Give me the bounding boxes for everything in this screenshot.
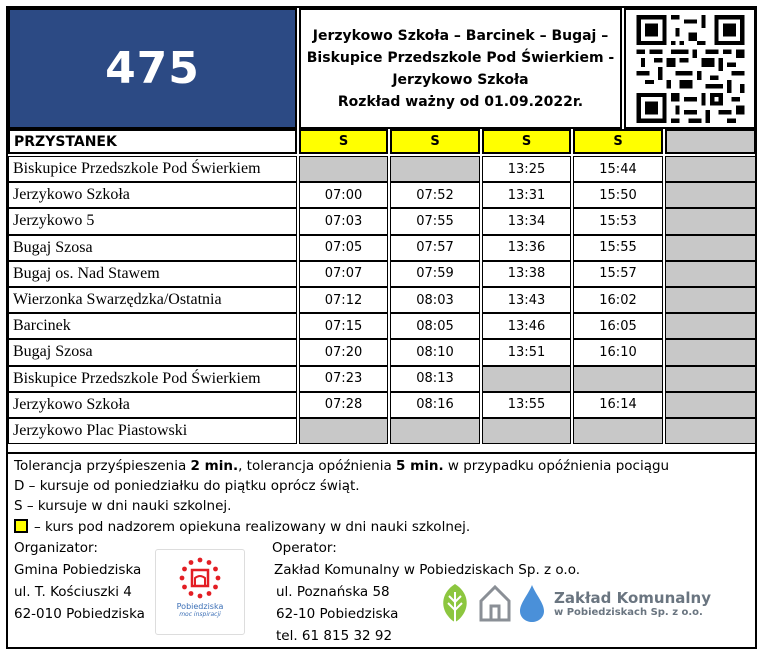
departure-time: 07:00 [299, 182, 388, 208]
departure-time: 07:59 [390, 261, 480, 287]
departure-time: 16:05 [573, 313, 663, 339]
pobiedziska-logo [155, 549, 245, 635]
logo-wordmark: Pobiedziska [176, 602, 224, 611]
column-header-4: S [573, 129, 663, 154]
no-departure-cell [390, 156, 480, 182]
no-departure-cell [665, 313, 756, 339]
departure-time: 07:07 [299, 261, 388, 287]
no-departure-cell [665, 261, 756, 287]
no-departure-cell [665, 366, 756, 392]
departure-time: 16:10 [573, 339, 663, 365]
departure-time: 07:55 [390, 208, 480, 234]
no-departure-cell [665, 418, 756, 444]
departure-time: 13:25 [482, 156, 571, 182]
no-departure-cell [390, 418, 480, 444]
departure-time: 07:57 [390, 235, 480, 261]
departure-time: 13:43 [482, 287, 571, 313]
operator-label: Operator: [272, 540, 337, 556]
operator-line-1: Zakład Komunalny w Pobiedziskach Sp. z o.o. [274, 562, 581, 578]
route-number-box [8, 8, 297, 129]
no-departure-cell [573, 366, 663, 392]
route-title-line-3: Jerzykowo Szkoła [392, 71, 529, 88]
departure-time: 15:44 [573, 156, 663, 182]
departure-time: 13:55 [482, 392, 571, 418]
stop-name: Wierzonka Swarzędzka/Ostatnia [8, 287, 297, 313]
organizer-line-2: ul. T. Kościuszki 4 [14, 584, 132, 600]
departure-time: 13:36 [482, 235, 571, 261]
departure-time: 07:23 [299, 366, 388, 392]
departure-time: 07:20 [299, 339, 388, 365]
no-departure-cell [573, 418, 663, 444]
column-header-5 [665, 129, 756, 154]
zaklad-komunalny-logo [438, 582, 711, 624]
no-departure-cell [482, 366, 571, 392]
sun-emblem-icon [178, 556, 222, 600]
qr-code-icon [634, 15, 747, 123]
no-departure-cell [299, 156, 388, 182]
validity-date: Rozkład ważny od 01.09.2022r. [337, 93, 584, 110]
departure-time: 08:16 [390, 392, 480, 418]
stop-name: Jerzykowo Plac Piastowski [8, 418, 297, 444]
route-title-line-2: Biskupice Przedszkole Pod Świerkiem - [306, 49, 615, 66]
no-departure-cell [665, 208, 756, 234]
s-legend: S – kursuje w dni nauki szkolnej. [14, 498, 232, 514]
departure-time: 07:03 [299, 208, 388, 234]
notes-section [8, 452, 756, 645]
column-header-2: S [390, 129, 480, 154]
tolerance-note: Tolerancja przyśpieszenia 2 min., tolerancja opóźnienia 5 min. w przypadku opóźnienia pociągu [14, 458, 670, 474]
no-departure-cell [299, 418, 388, 444]
route-title-line-1: Jerzykowo Szkoła – Barcinek – Bugaj – [312, 27, 609, 44]
no-departure-cell [482, 418, 571, 444]
stop-name: Bugaj os. Nad Stawem [8, 261, 297, 287]
no-departure-cell [665, 182, 756, 208]
d-legend: D – kursuje od poniedziałku do piątku oprócz świąt. [14, 478, 360, 494]
no-departure-cell [665, 392, 756, 418]
departure-time: 16:14 [573, 392, 663, 418]
stop-name: Bugaj Szosa [8, 235, 297, 261]
stop-name: Barcinek [8, 313, 297, 339]
water-drop-icon [518, 583, 546, 623]
route-number: 475 [105, 43, 200, 94]
departure-time: 08:05 [390, 313, 480, 339]
operator-line-2: ul. Poznańska 58 [276, 584, 390, 600]
departure-time: 13:31 [482, 182, 571, 208]
no-departure-cell [665, 235, 756, 261]
stop-column-header: PRZYSTANEK [8, 129, 297, 154]
logo-tagline: moc inspiracji [179, 611, 221, 618]
organizer-label: Organizator: [14, 540, 98, 556]
departure-time: 07:52 [390, 182, 480, 208]
departure-time: 08:10 [390, 339, 480, 365]
organizer-line-1: Gmina Pobiedziska [14, 562, 142, 578]
yellow-legend: – kurs pod nadzorem opiekuna realizowany w dni nauki szkolnej. [14, 519, 470, 535]
house-icon [478, 583, 512, 623]
operator-line-3: 62-10 Pobiedziska [276, 606, 399, 622]
operator-logo-sub: w Pobiedziskach Sp. z o.o. [554, 606, 703, 618]
departure-time: 07:15 [299, 313, 388, 339]
departure-time: 13:38 [482, 261, 571, 287]
departure-time: 07:12 [299, 287, 388, 313]
departure-time: 08:03 [390, 287, 480, 313]
organizer-line-3: 62-010 Pobiedziska [14, 606, 145, 622]
departure-time: 15:57 [573, 261, 663, 287]
no-departure-cell [665, 156, 756, 182]
departure-time: 13:46 [482, 313, 571, 339]
stop-name: Biskupice Przedszkole Pod Świerkiem [8, 156, 297, 182]
leaf-icon [438, 582, 472, 624]
route-title-box [299, 8, 622, 129]
operator-phone: tel. 61 815 32 92 [276, 628, 393, 644]
departure-time: 15:55 [573, 235, 663, 261]
stop-name: Jerzykowo Szkoła [8, 182, 297, 208]
departure-time: 07:05 [299, 235, 388, 261]
departure-time: 15:53 [573, 208, 663, 234]
column-header-1: S [299, 129, 388, 154]
stop-name: Jerzykowo Szkoła [8, 392, 297, 418]
departure-time: 08:13 [390, 366, 480, 392]
departure-time: 16:02 [573, 287, 663, 313]
departure-time: 07:28 [299, 392, 388, 418]
stop-name: Bugaj Szosa [8, 339, 297, 365]
departure-time: 15:50 [573, 182, 663, 208]
yellow-square-icon [14, 519, 28, 533]
departure-time: 13:51 [482, 339, 571, 365]
operator-logo-name: Zakład Komunalny [554, 588, 711, 607]
departure-time: 13:34 [482, 208, 571, 234]
stop-name: Biskupice Przedszkole Pod Świerkiem [8, 366, 297, 392]
no-departure-cell [665, 287, 756, 313]
column-header-3: S [482, 129, 571, 154]
no-departure-cell [665, 339, 756, 365]
qr-code-box [624, 8, 756, 129]
stop-name: Jerzykowo 5 [8, 208, 297, 234]
